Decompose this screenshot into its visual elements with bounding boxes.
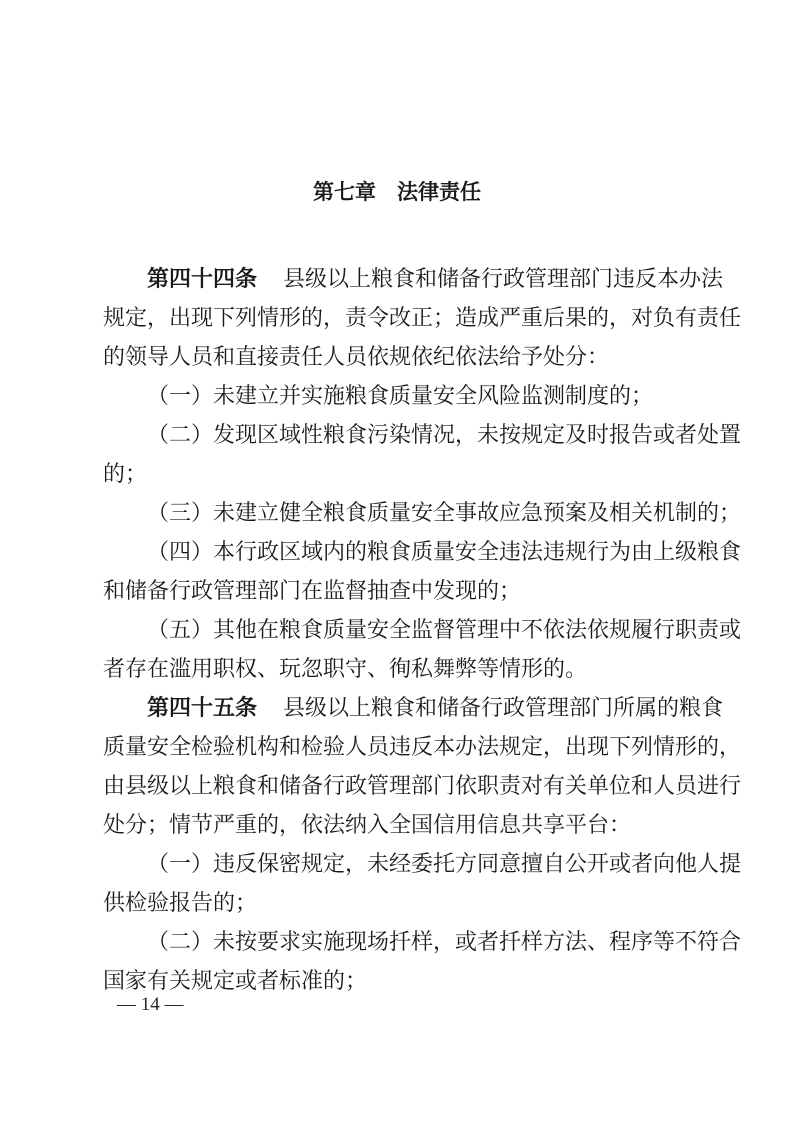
article-44-heading: 第四十四条	[147, 266, 258, 291]
article-45-intro-text: 县级以上粮食和储备行政管理部门所属的粮食质量安全检验机构和检验人员违反本办法规定，出现下列情形的，由县级以上粮食和储备行政管理部门依职责对有关单位和人员进行处分；情节严重的，依法纳入全国信用信息共享平台：	[103, 695, 742, 837]
page-number: — 14 —	[117, 994, 184, 1015]
document-body	[103, 259, 743, 1000]
article-44-item-1: （一）未建立并实施粮食质量安全风险监测制度的；	[147, 383, 654, 408]
article-45-paragraph	[103, 688, 743, 844]
article-45-item-1: （一）违反保密规定，未经委托方同意擅自公开或者向他人提供检验报告的；	[103, 851, 742, 915]
article-45-item-2: （二）未按要求实施现场扦样，或者扦样方法、程序等不符合国家有关规定或者标准的；	[103, 929, 742, 993]
article-44-item-5: （五）其他在粮食质量安全监督管理中不依法依规履行职责或者存在滥用职权、玩忽职守、徇私舞弊等情形的。	[103, 617, 742, 681]
chapter-title: 第七章 法律责任	[313, 181, 481, 204]
article-44-paragraph	[103, 259, 743, 376]
article-44-item-4: （四）本行政区域内的粮食质量安全违法违规行为由上级粮食和储备行政管理部门在监督抽查中发现的；	[103, 539, 742, 603]
article-44-intro-text: 县级以上粮食和储备行政管理部门违反本办法规定，出现下列情形的，责令改正；造成严重后果的，对负有责任的领导人员和直接责任人员依规依纪依法给予处分：	[103, 266, 742, 369]
article-44-item-2: （二）发现区域性粮食污染情况，未按规定及时报告或者处置的；	[103, 422, 742, 486]
article-44-item-3: （三）未建立健全粮食质量安全事故应急预案及相关机制的；	[147, 500, 742, 525]
article-45-heading: 第四十五条	[147, 695, 258, 720]
